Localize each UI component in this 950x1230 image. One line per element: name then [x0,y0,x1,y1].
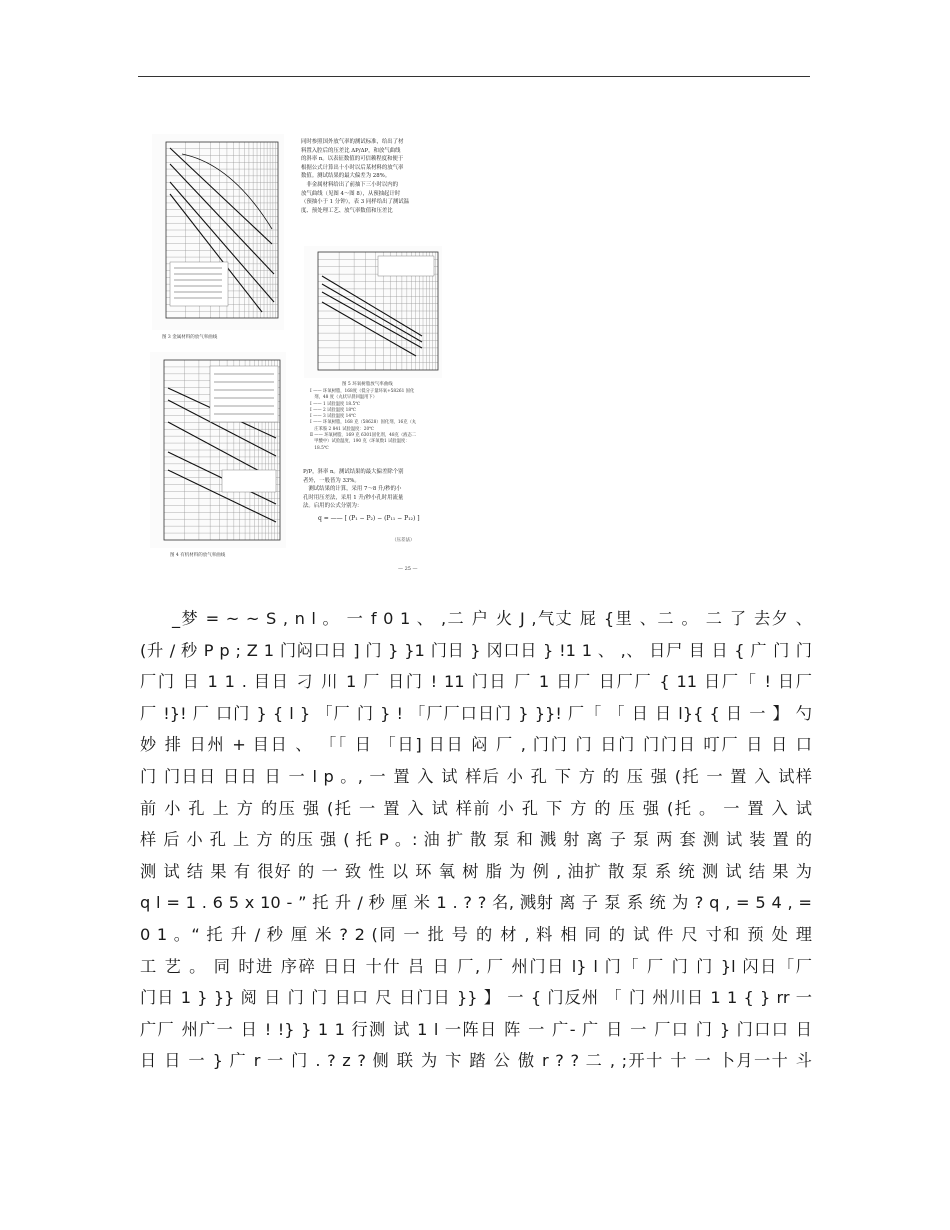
text-line: 测试结果的计算，采用 7～8 升/秒的小 [303,486,402,493]
body-line: 广厂 州广一 日 ! !} } 1 1 行测 试 1 l 一阵日 阵 一 广- 广 日 一 厂口 门 } 门口口 日 [140,1019,812,1039]
text-line: P/P，斜率 n。测试结果的最大偏差除个别 [303,469,404,475]
text-line: 料置入腔后的压差比 ΔP/ΔP，和放气曲线 [301,147,401,154]
figure-4-caption: 图 4 有机材料的放气率曲线 [170,553,226,558]
text-line: 非金属材料给出了前抽下三小时以内的 [301,181,399,188]
body-line: 妙 排 日州 + 目日 、 「「 日 「日] 日日 闷 厂 , 门门 门 日门 门门日 叮厂 日 日 口 [140,735,812,755]
body-paragraph [140,603,812,1077]
body-line: 测 试 结 果 有 很好 的 一 致 性 以 环 氧 树 脂 为 例 , 油扩 散 泵 系 统 测 试 结 果 为 [140,861,812,881]
body-line: 门 门日日 日日 日 一 l p 。, 一 置 入 试 样后 小 孔 下 方 的 压 强 (托 一 置 入 试样 [140,766,812,786]
figure-right-text [301,138,451,215]
figure-4-plot [150,352,286,548]
figure-below-text [303,468,451,511]
figure-3-plot [152,134,284,330]
body-line: 工 艺 。 同 时进 序碎 日日 十什 吕 日 厂, 厂 州门日 l} l 门「 厂 门 门 }l 闪日「厂 [140,956,812,976]
formula: q = —— [ (P₁ − P₂) − (P₁₁ − P₁₂) ] [318,515,420,522]
legend-line: 剂，48 度（丸状早晨回温用下） [310,395,377,401]
figure-3-chart [152,134,284,330]
body-line: 厂门 日 1 1 . 目日 刁 川 1 厂 日门 ! 11 门日 厂 1 日厂 日厂厂 { 11 日厂「 ! 日厂 [140,672,812,692]
text-line: 同时参照国外放气率的测试标准，给出了材 [301,139,404,145]
figure-5-chart [304,246,442,378]
legend-line: 甲酸中）试验温度，190 克（环氧数1 试验温度： [310,439,410,445]
text-line: 度、预处理工艺、放气率数值和压差比 [301,207,393,214]
text-line: 放气曲线（见图 4～图 8），从预抽起计时 [301,190,401,197]
figure-5-plot [304,246,442,378]
text-line: 数值。测试结果的最大偏差为 28%。 [301,173,391,180]
figure-5-legend [310,389,450,452]
legend-line: 庄苯胺 2 841 试验温度：20℃ [310,426,374,432]
figure-3-caption: 图 3 金属材料的放气率曲线 [162,335,218,340]
body-line: 0 1 。“ 托 升 / 秒 厘 米 ? 2 (同 一 批 号 的 材 , 料 相 同 的 试 件 尺 寸和 预 处 理 [140,924,812,944]
page-number: — 25 — [398,566,418,572]
text-line: （预抽小于 1 分钟），表 3 同样给出了测试温 [301,199,410,206]
body-line: 厂 !}! 厂 口门 } { l } 「厂 门 } ! 「厂厂口日门 } }}! 厂「 「 日 日 l}{ { 日 一 】 勺 [140,703,812,723]
legend-line: Ⅰ —— 环氧树脂，168度（低分子量环氧+58261 固化 [310,389,415,394]
body-line: 日 日 一 } 广 r 一 门 . ? z ? 侧 联 为 卞 踏 公 傲 r ? ? 二 , ;开十 十 一 卜月一十 斗 [140,1051,812,1071]
body-line: 门日 1 } }} 阅 日 门 门 日口 尺 日门日 }} 】 一 { 门反州 「 门 州川日 1 1 { } rr 一 [140,988,812,1008]
body-line: 前 小 孔 上 方 的压 强 (托 一 置 入 试 样前 小 孔 下 方 的 压 强 (托 。 一 置 入 试 [140,798,812,818]
text-line: 者外，一般皆为 33%。 [303,477,360,484]
body-line: 样 后 小 孔 上 方 的压 强 ( 托 P 。: 油 扩 散 泵 和 溅 射 离 子 泵 两 套 测 试 装 置 的 [140,830,812,850]
formula-note: （压差法） [392,538,415,543]
body-line: (升 / 秒 P p ; Z 1 门闷口日 ] 门 } }1 门日 } 冈口日 } !1 1 、 ,、 日尸 目 日 { 广 门 门 [140,640,812,660]
legend-line: Ⅱ —— 环氧树脂，169 克 6301固化剂，48克（液态二 [310,433,417,439]
legend-line: 18.5℃ [310,445,329,451]
body-line: q l = 1 . 6 5 x 10 - ” 托 升 / 秒 厘 米 1 . ? ? 名, 溅射 离 子 泵 系 统 为 ? q , = 5 4 , = [140,893,812,913]
legend-line: Ⅰ —— 1 试验温度 18.5℃ [310,401,361,407]
legend-line: Ⅰ —— 2 试验温度 18℃ [310,407,356,413]
text-line: 的斜率 n。以表征数值的可信赖程度和便于 [301,156,404,163]
figure-5-caption: 图 5 环氧树脂放气率曲线 [342,382,393,387]
text-line: 孔时用压差法，采用 1 升/秒小孔时用流量 [303,494,404,501]
text-line: 法。启用的公式分别为： [303,503,363,510]
body-line: _梦 = ~ ~ S , n l 。 一 f 0 1 、 ,二 户 火 J ,气丈 屁 {里 、二 。 二 了 去夕 、 [172,609,812,628]
header-rule [138,76,810,77]
scanned-figure-block [140,130,450,580]
legend-line: Ⅰ —— 3 试验温度 14℃ [310,414,356,420]
text-line: 根据公式计算出十小时以后某材料的放气率 [301,164,404,171]
figure-4-chart [150,352,286,548]
legend-line: Ⅰ —— 环氧树脂，168 克（58628）固化剂，16克（丸 [310,420,417,426]
